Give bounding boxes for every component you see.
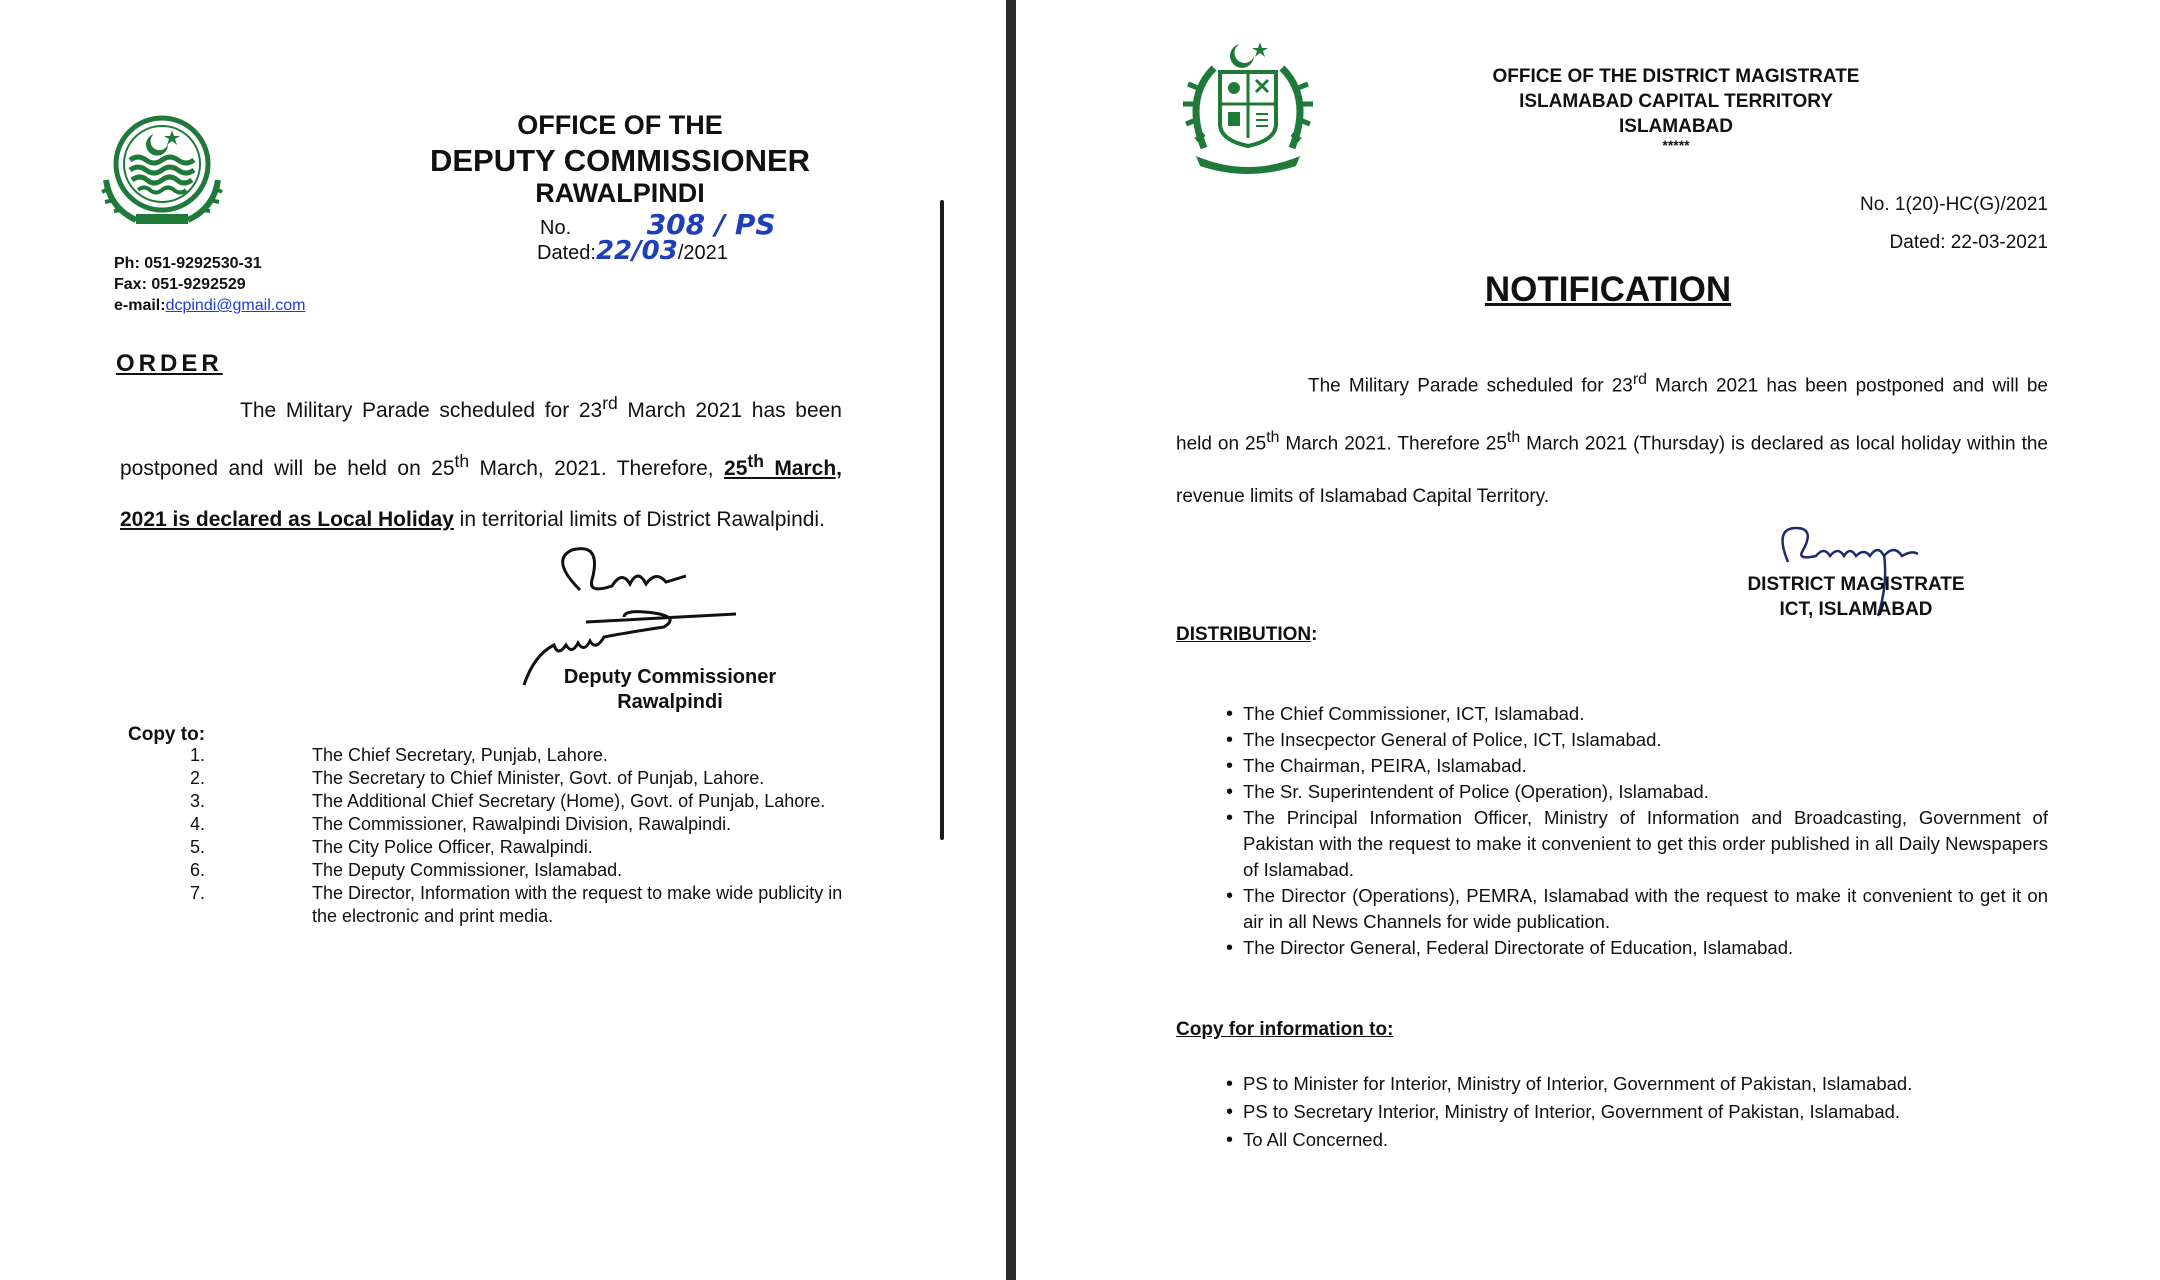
holiday-text: March, 2021 is declared as Local Holiday [120, 457, 843, 531]
pakistan-state-emblem-icon [1176, 38, 1320, 178]
list-item [190, 744, 870, 767]
signatory-place: Rawalpindi [617, 691, 723, 713]
item-text: The Chief Secretary, Punjab, Lahore. [312, 745, 608, 765]
holiday-day: 25 [724, 457, 748, 480]
signature-block [1726, 572, 1986, 622]
item-text: The Additional Chief Secretary (Home), Govt. of Punjab, Lahore. [312, 791, 826, 811]
item-number: 2. [190, 768, 206, 788]
distribution-colon: : [1311, 624, 1318, 645]
signature-block [520, 665, 820, 715]
item-text: The Deputy Commissioner, Islamabad. [312, 860, 623, 880]
copy-for-information-title: Copy for information to: [1176, 1019, 1394, 1040]
body-text-4: March 2021 (Thursday) is declared as local holiday within the revenue limits of Islamabad Capital Territory. [1176, 433, 2048, 507]
item-number: 4. [190, 814, 206, 834]
list-item [190, 859, 870, 882]
list-item: • The Sr. Superintendent of Police (Operation), Islamabad. [1176, 779, 2048, 805]
body-text-4: in territorial limits of District Rawalpindi. [453, 508, 825, 531]
list-item [190, 836, 870, 859]
list-item: • The Insecpector General of Police, ICT, Islamabad. [1176, 727, 2048, 753]
distribution-title [1176, 624, 1317, 646]
list-item: • PS to Minister for Interior, Ministry of Interior, Government of Pakistan, Islamabad. [1176, 1070, 2048, 1098]
copy-to-list [190, 744, 870, 928]
phone-number: Ph: 051-9292530-31 [114, 255, 262, 272]
list-item [190, 882, 870, 928]
dated-separator: / [632, 236, 642, 266]
reference-number-value: 308 / PS [646, 208, 776, 241]
body-sup-1: rd [1632, 371, 1647, 388]
signatory-place: ICT, ISLAMABAD [1779, 599, 1933, 620]
office-city: RAWALPINDI [535, 178, 705, 208]
punjab-emblem-icon [92, 108, 232, 236]
reference-number: No. 1(20)-HC(G)/2021 [1860, 194, 2048, 215]
notification-body [1176, 354, 2048, 523]
item-text: The City Police Officer, Rawalpindi. [312, 837, 593, 857]
body-text-2: March 2021 has been postponed and will be held on 25 [1176, 375, 2048, 455]
body-text-1: The Military Parade scheduled for 23 [240, 399, 603, 422]
islamabad-notification-document [1016, 0, 2160, 1280]
office-city: ISLAMABAD [1619, 116, 1733, 137]
list-item: • The Chief Commissioner, ICT, Islamabad. [1176, 701, 2048, 727]
list-item [190, 813, 870, 836]
list-item: • The Chairman, PEIRA, Islamabad. [1176, 753, 2048, 779]
item-number: 7. [190, 883, 206, 903]
distribution-list [1176, 701, 2048, 961]
list-item: • The Director (Operations), PEMRA, Islamabad with the request to make it convenient to get it on air in all News Channels for wide publication. [1176, 883, 2048, 935]
order-date [537, 236, 728, 266]
item-text: The Commissioner, Rawalpindi Division, Rawalpindi. [312, 814, 732, 834]
dated-label: Dated: [537, 242, 596, 264]
copy-to-title: Copy to: [128, 724, 206, 745]
reference-label: No. [540, 217, 572, 239]
item-text: The Director, Information with the request to make wide publicity in the electronic and print media. [312, 883, 843, 926]
body-text-1: The Military Parade scheduled for 23 [1308, 375, 1633, 397]
copy-for-information-list [1176, 1070, 2048, 1154]
body-sup-1: rd [602, 393, 618, 413]
header-stars: ***** [1662, 137, 1690, 153]
notification-title: NOTIFICATION [1484, 270, 1732, 309]
email-link[interactable]: dcpindi@gmail.com [165, 297, 306, 314]
list-item: • To All Concerned. [1176, 1126, 2048, 1154]
item-number: 1. [190, 745, 206, 765]
item-number: 6. [190, 860, 206, 880]
office-heading: OFFICE OF THE DISTRICT MAGISTRATE [1492, 66, 1860, 87]
email-label: e-mail: [114, 297, 166, 314]
dated-month: 03 [641, 236, 678, 266]
item-text: The Secretary to Chief Minister, Govt. of Punjab, Lahore. [312, 768, 765, 788]
item-number: 5. [190, 837, 206, 857]
list-item: • PS to Secretary Interior, Ministry of Interior, Government of Pakistan, Islamabad. [1176, 1098, 2048, 1126]
body-text-3: March 2021. Therefore 25 [1279, 433, 1507, 455]
signatory-title: Deputy Commissioner [563, 666, 777, 688]
holiday-sup: th [747, 451, 764, 471]
notification-date: Dated: 22-03-2021 [1889, 232, 2048, 253]
office-title: DEPUTY COMMISSIONER [429, 143, 811, 178]
order-title: ORDER [116, 350, 223, 377]
body-text-2: March 2021 has been postponed and will be held on 25 [120, 399, 842, 480]
email-line [114, 297, 305, 315]
list-item: • The Director General, Federal Directorate of Education, Islamabad. [1176, 935, 2048, 961]
order-body [120, 378, 842, 545]
distribution-title-text: DISTRIBUTION [1176, 624, 1312, 645]
body-text-3: March, 2021. Therefore, [469, 457, 725, 480]
item-number: 3. [190, 791, 206, 811]
body-sup-2: th [454, 451, 470, 471]
body-sup-2: th [1266, 429, 1280, 447]
signatory-title: DISTRICT MAGISTRATE [1747, 574, 1965, 595]
office-territory: ISLAMABAD CAPITAL TERRITORY [1519, 91, 1833, 112]
page-edge-shadow [940, 200, 944, 840]
body-sup-3: th [1506, 429, 1521, 447]
list-item: • The Principal Information Officer, Ministry of Information and Broadcasting, Government of Pakistan with the request to make it convenient to get this order published in all Daily Newspapers of Islamabad. [1176, 805, 2048, 883]
list-item [190, 790, 870, 813]
page-divider [1006, 0, 1016, 1280]
list-item [190, 767, 870, 790]
rawalpindi-order-document [0, 0, 1008, 1280]
office-heading: OFFICE OF THE [517, 110, 723, 140]
dated-day: 22 [595, 236, 633, 266]
fax-number: Fax: 051-9292529 [114, 276, 246, 293]
dated-year: /2021 [677, 242, 728, 264]
